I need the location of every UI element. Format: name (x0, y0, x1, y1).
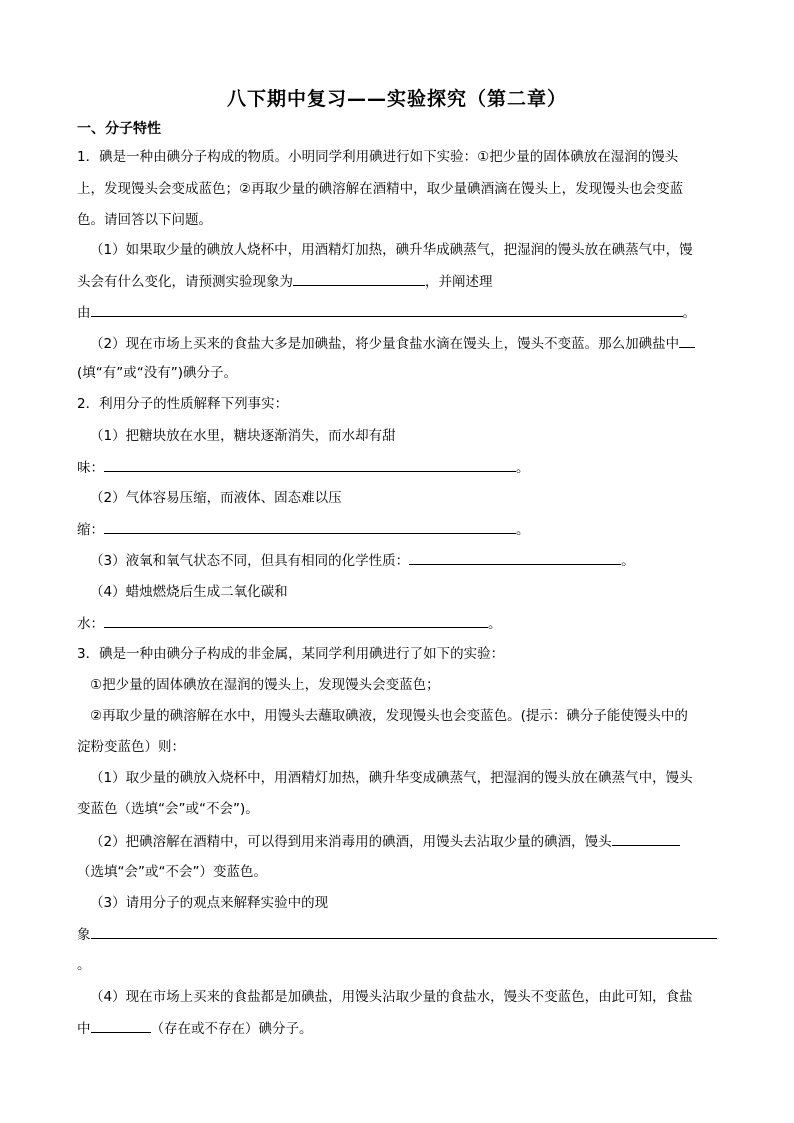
q2-part2-prefix: 缩： (77, 522, 104, 538)
q1-part1-line-3 (77, 302, 696, 323)
page-title: 八下期中复习——实验探究（第二章） (226, 88, 567, 110)
q3-part4-line-2 (77, 1018, 313, 1039)
q2-part2-line-1: （2）气体容易压缩，而液体、固态难以压 (90, 490, 342, 506)
answer-blank[interactable] (409, 550, 621, 565)
q3-part1-line-1: （1）取少量的碘放入烧杯中，用酒精灯加热，碘升华变成碘蒸气，把湿润的馒头放在碘蒸气中，馒头 (90, 770, 693, 786)
q3-line-1: 3．碘是一种由碘分子构成的非金属，某同学利用碘进行了如下的实验： (77, 646, 505, 662)
q2-part3-text: （3）液氧和氧气状态不同，但具有相同的化学性质： (90, 553, 410, 569)
q1-line-2: 上，发现馒头会变成蓝色；②再取少量的碘溶解在酒精中，取少量碘酒滴在馒头上，发现馒头也会变蓝 (77, 181, 684, 197)
q2-part4-prefix: 水： (77, 616, 104, 632)
q2-part1-line-2 (77, 457, 530, 478)
period: 。 (682, 305, 696, 321)
q1-part2-line-1 (90, 333, 695, 354)
q3-step-2: ②再取少量的碘溶解在水中，用馒头去蘸取碘液，发现馒头也会变蓝色。(提示：碘分子能使馒头中的 (90, 708, 688, 724)
section-heading: 一、分子特性 (77, 121, 161, 137)
q3-part3-line-2 (77, 924, 717, 945)
q3-part4-text: （存在或不存在）碘分子。 (150, 1021, 313, 1037)
q1-part1-reason: 由 (77, 305, 91, 321)
q1-part2-line-2: (填“有”或“没有”)碘分子。 (77, 365, 238, 381)
answer-blank[interactable] (293, 271, 425, 286)
period: 。 (516, 460, 530, 476)
answer-blank[interactable] (679, 333, 695, 348)
answer-blank[interactable] (104, 457, 516, 472)
q3-part2-line-2: （选填“会”或“不会”）变蓝色。 (77, 864, 267, 880)
q3-step-2-cont: 淀粉变蓝色）则： (77, 739, 185, 755)
q1-line-3: 色。请回答以下问题。 (77, 212, 212, 228)
answer-blank[interactable] (91, 1018, 151, 1033)
q3-part2-text: （2）把碘溶解在酒精中，可以得到用来消毒用的碘酒，用馒头去沾取少量的碘酒，馒头 (90, 834, 612, 850)
q3-part3-line-1: （3）请用分子的观点来解释实验中的现 (90, 895, 329, 911)
q1-part2-text: （2）现在市场上买来的食盐大多是加碘盐，将少量食盐水滴在馒头上，馒头不变蓝。那么加碘盐中 (90, 336, 680, 352)
period: 。 (621, 553, 635, 569)
q2-part1-line-1: （1）把糖块放在水里，糖块逐渐消失，而水却有甜 (90, 428, 396, 444)
q3-part3-line-3: 。 (77, 957, 91, 973)
q2-part4-line-2 (77, 613, 502, 634)
q1-part1-text-end: ，并阐述理 (425, 274, 493, 290)
q2-part3-line (90, 550, 635, 571)
answer-blank[interactable] (91, 924, 717, 939)
q3-part4-line-1: （4）现在市场上买来的食盐都是加碘盐，用馒头沾取少量的食盐水，馒头不变蓝色，由此可知，食盐 (90, 989, 693, 1005)
q3-part3-prefix: 象 (77, 927, 91, 943)
q1-part1-text: 头会有什么变化，请预测实验现象为 (77, 274, 293, 290)
q1-part1-line-1: （1）如果取少量的碘放人烧杯中，用酒精灯加热，碘升华成碘蒸气，把湿润的馒头放在碘蒸气中，馒 (90, 242, 693, 258)
answer-blank[interactable] (91, 302, 683, 317)
q1-part1-line-2 (77, 271, 493, 292)
period: 。 (516, 522, 530, 538)
q2-part4-line-1: （4）蜡烛燃烧后生成二氧化碳和 (90, 584, 288, 600)
q1-line-1: 1．碘是一种由碘分子构成的物质。小明同学利用碘进行如下实验：①把少量的固体碘放在湿润的馒头 (77, 149, 679, 165)
q2-part1-prefix: 味： (77, 460, 104, 476)
answer-blank[interactable] (104, 613, 488, 628)
q3-step-1: ①把少量的固体碘放在湿润的馒头上，发现馒头会变蓝色； (90, 677, 440, 693)
q3-part2-line-1 (90, 831, 680, 852)
period: 。 (488, 616, 502, 632)
q2-part2-line-2 (77, 519, 530, 540)
q3-part1-line-2: 变蓝色（选填“会”或“不会”)。 (77, 801, 259, 817)
q2-line-1: 2．利用分子的性质解释下列事实： (77, 396, 289, 412)
q3-part4-prefix: 中 (77, 1021, 91, 1037)
answer-blank[interactable] (612, 831, 680, 846)
answer-blank[interactable] (104, 519, 516, 534)
